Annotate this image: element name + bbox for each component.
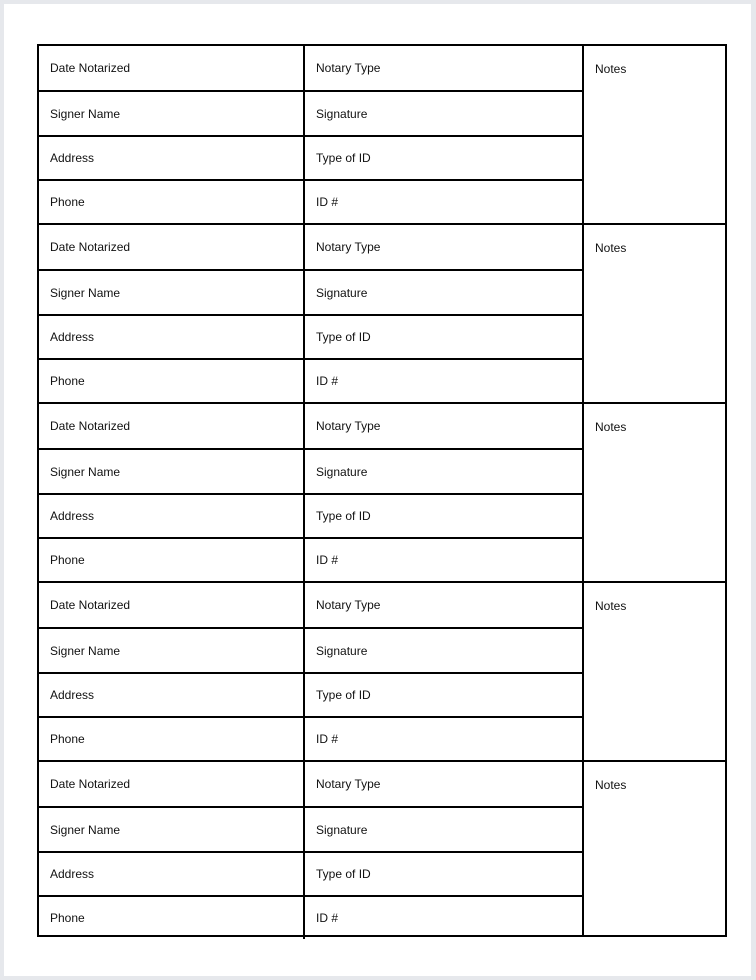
notes-field[interactable]	[582, 404, 727, 581]
address-field[interactable]	[39, 493, 303, 537]
date-notarized-field[interactable]	[39, 583, 303, 627]
field-label: Signer Name	[50, 285, 121, 300]
signature-field[interactable]	[303, 448, 582, 493]
signer-name-field[interactable]	[39, 448, 303, 493]
field-label: Notes	[595, 599, 627, 613]
field-label: Phone	[50, 911, 85, 925]
type-of-id-field[interactable]	[303, 851, 582, 895]
notary-entry-5	[37, 760, 727, 937]
field-label: Type of ID	[316, 688, 371, 702]
notary-log-table	[37, 44, 727, 937]
signer-name-field[interactable]	[39, 806, 303, 851]
field-label: Signer Name	[50, 464, 121, 479]
signer-name-field[interactable]	[39, 90, 303, 135]
id-number-field[interactable]	[303, 716, 582, 760]
signature-field[interactable]	[303, 90, 582, 135]
field-label: Type of ID	[316, 509, 371, 523]
address-field[interactable]	[39, 672, 303, 716]
field-label: Date Notarized	[50, 777, 131, 791]
field-label: Signer Name	[50, 643, 121, 658]
field-label: ID #	[316, 732, 339, 746]
type-of-id-field[interactable]	[303, 135, 582, 179]
address-field[interactable]	[39, 135, 303, 179]
document-page	[4, 4, 751, 976]
field-label: Address	[50, 330, 95, 344]
notary-type-field[interactable]	[303, 404, 582, 448]
id-number-field[interactable]	[303, 895, 582, 939]
field-label: Notary Type	[316, 777, 381, 791]
signature-field[interactable]	[303, 627, 582, 672]
phone-field[interactable]	[39, 179, 303, 223]
notary-type-field[interactable]	[303, 583, 582, 627]
notes-field[interactable]	[582, 583, 727, 760]
field-label: Notary Type	[316, 419, 381, 433]
phone-field[interactable]	[39, 537, 303, 581]
phone-field[interactable]	[39, 716, 303, 760]
field-label: Phone	[50, 732, 85, 746]
signature-field[interactable]	[303, 806, 582, 851]
field-label: Address	[50, 867, 95, 881]
field-label: Notary Type	[316, 61, 381, 75]
field-label: Date Notarized	[50, 61, 131, 75]
date-notarized-field[interactable]	[39, 46, 303, 90]
field-label: Address	[50, 509, 95, 523]
field-label: Notes	[595, 778, 627, 792]
notary-type-field[interactable]	[303, 46, 582, 90]
field-label: Notary Type	[316, 598, 381, 612]
id-number-field[interactable]	[303, 179, 582, 223]
address-field[interactable]	[39, 851, 303, 895]
date-notarized-field[interactable]	[39, 762, 303, 806]
phone-field[interactable]	[39, 358, 303, 402]
signature-field[interactable]	[303, 269, 582, 314]
field-label: ID #	[316, 911, 339, 925]
notary-entry-1	[37, 44, 727, 223]
type-of-id-field[interactable]	[303, 672, 582, 716]
notary-entry-4	[37, 581, 727, 760]
notary-type-field[interactable]	[303, 762, 582, 806]
notes-field[interactable]	[582, 762, 727, 935]
field-label: Phone	[50, 195, 85, 209]
field-label: Signer Name	[50, 822, 121, 837]
field-label: Date Notarized	[50, 598, 131, 612]
field-label: ID #	[316, 195, 339, 209]
phone-field[interactable]	[39, 895, 303, 939]
signer-name-field[interactable]	[39, 627, 303, 672]
field-label: ID #	[316, 553, 339, 567]
field-label: Signature	[316, 822, 368, 837]
type-of-id-field[interactable]	[303, 493, 582, 537]
address-field[interactable]	[39, 314, 303, 358]
notes-field[interactable]	[582, 46, 727, 223]
signer-name-field[interactable]	[39, 269, 303, 314]
field-label: Signer Name	[50, 106, 121, 121]
field-label: Signature	[316, 285, 368, 300]
field-label: Type of ID	[316, 867, 371, 881]
field-label: Signature	[316, 106, 368, 121]
field-label: Notary Type	[316, 240, 381, 254]
notary-entry-2	[37, 223, 727, 402]
field-label: Phone	[50, 553, 85, 567]
field-label: Notes	[595, 62, 627, 76]
id-number-field[interactable]	[303, 358, 582, 402]
field-label: ID #	[316, 374, 339, 388]
date-notarized-field[interactable]	[39, 225, 303, 269]
notary-type-field[interactable]	[303, 225, 582, 269]
field-label: Signature	[316, 464, 368, 479]
field-label: Type of ID	[316, 330, 371, 344]
field-label: Notes	[595, 241, 627, 255]
field-label: Date Notarized	[50, 240, 131, 254]
date-notarized-field[interactable]	[39, 404, 303, 448]
notes-field[interactable]	[582, 225, 727, 402]
field-label: Type of ID	[316, 151, 371, 165]
notary-entry-3	[37, 402, 727, 581]
field-label: Notes	[595, 420, 627, 434]
field-label: Signature	[316, 643, 368, 658]
id-number-field[interactable]	[303, 537, 582, 581]
field-label: Phone	[50, 374, 85, 388]
type-of-id-field[interactable]	[303, 314, 582, 358]
field-label: Address	[50, 688, 95, 702]
field-label: Date Notarized	[50, 419, 131, 433]
field-label: Address	[50, 151, 95, 165]
